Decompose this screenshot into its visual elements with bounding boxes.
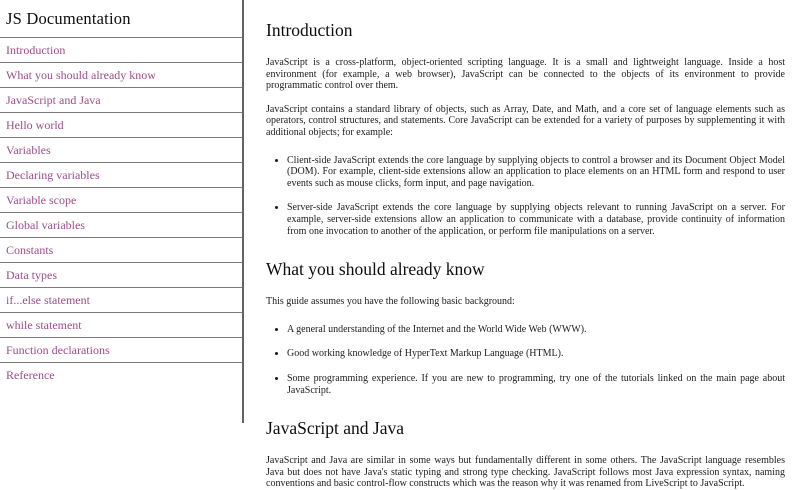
nav-link-function-declarations[interactable]: Function declarations — [6, 343, 110, 357]
nav-link-constants[interactable]: Constants — [6, 243, 54, 257]
nav-link-what-you-should-already-know[interactable]: What you should already know — [6, 68, 156, 82]
nav-link-variables[interactable]: Variables — [6, 143, 51, 157]
nav-item — [0, 187, 242, 212]
bullet-item: • Server-side JavaScript extends the core language by supplying objects relevant to running JavaScript on a server. For example, server-side extensions allow an application to communicate with a database, provide continuity of information from one invocation to another of the application, or perform file manipulations on a server. — [287, 202, 785, 237]
nav-item — [0, 312, 242, 337]
nav-link-if-else-statement[interactable]: if...else statement — [6, 293, 90, 307]
bullet-item: • A general understanding of the Internet and the World Wide Web (WWW). — [287, 324, 785, 336]
nav-item — [0, 162, 242, 187]
section-heading: Introduction — [266, 20, 353, 40]
nav-item — [0, 237, 242, 262]
section-heading: What you should already know — [266, 259, 485, 280]
nav-link-global-variables[interactable]: Global variables — [6, 218, 85, 232]
bullet-item: • Some programming experience. If you are new to programming, try one of the tutorials linked on the main page about JavaScript. — [287, 373, 785, 396]
nav-link-data-types[interactable]: Data types — [6, 268, 57, 282]
nav-link-reference[interactable]: Reference — [6, 368, 55, 382]
section-paragraph: JavaScript is a cross-platform, object-oriented scripting language. It is a small and lightweight language. Inside a host environment (for example, a web browser), JavaScript can be connected to the objects of its environment to provide programmatic control over them. — [266, 57, 785, 92]
nav-link-hello-world[interactable]: Hello world — [6, 118, 64, 132]
nav-link-declaring-variables[interactable]: Declaring variables — [6, 168, 100, 182]
section-paragraph: This guide assumes you have the following basic background: — [266, 296, 515, 308]
section-heading: JavaScript and Java — [266, 418, 405, 439]
nav-link-while-statement[interactable]: while statement — [6, 318, 82, 332]
sidebar-title: JS Documentation — [6, 9, 131, 28]
section-bullet-list — [266, 324, 785, 396]
nav-item — [0, 262, 242, 287]
nav-item — [0, 137, 242, 162]
sidebar-nav — [0, 0, 244, 423]
nav-item — [0, 62, 242, 87]
nav-item — [0, 87, 242, 112]
bullet-item: • Good working knowledge of HyperText Markup Language (HTML). — [287, 348, 785, 360]
bullet-item: • Client-side JavaScript extends the core language by supplying objects to control a browser and its Document Object Model (DOM). For example, client-side extensions allow an application to place elements on an HTML form and respond to user events such as mouse clicks, form input, and page navigation. — [287, 155, 785, 190]
nav-item — [0, 112, 242, 137]
nav-item — [0, 337, 242, 362]
nav-link-introduction[interactable]: Introduction — [6, 43, 66, 57]
doc-section — [266, 259, 785, 396]
section-bullet-list — [266, 155, 785, 238]
nav-item — [0, 287, 242, 312]
nav-item — [0, 212, 242, 237]
main-doc — [266, 0, 785, 490]
nav-link-list — [0, 37, 242, 387]
section-paragraph: JavaScript contains a standard library of objects, such as Array, Date, and Math, and a core set of language elements such as operators, control structures, and statements. Core JavaScript can be extended for a variety of purposes by supplementing it with additional objects; for example: — [266, 103, 785, 138]
nav-link-variable-scope[interactable]: Variable scope — [6, 193, 77, 207]
nav-item — [0, 37, 242, 62]
section-paragraph: JavaScript and Java are similar in some ways but fundamentally different in some others. The JavaScript language resembles Java but does not have Java's static typing and strong type checking. JavaScript follows most Java expression syntax, naming conventions and basic control-flow constructs which was the reason why it was renamed from LiveScript to JavaScript. — [266, 455, 785, 490]
nav-item — [0, 362, 242, 387]
doc-section — [266, 418, 785, 490]
nav-link-javascript-and-java[interactable]: JavaScript and Java — [6, 93, 101, 107]
doc-section — [266, 20, 785, 237]
